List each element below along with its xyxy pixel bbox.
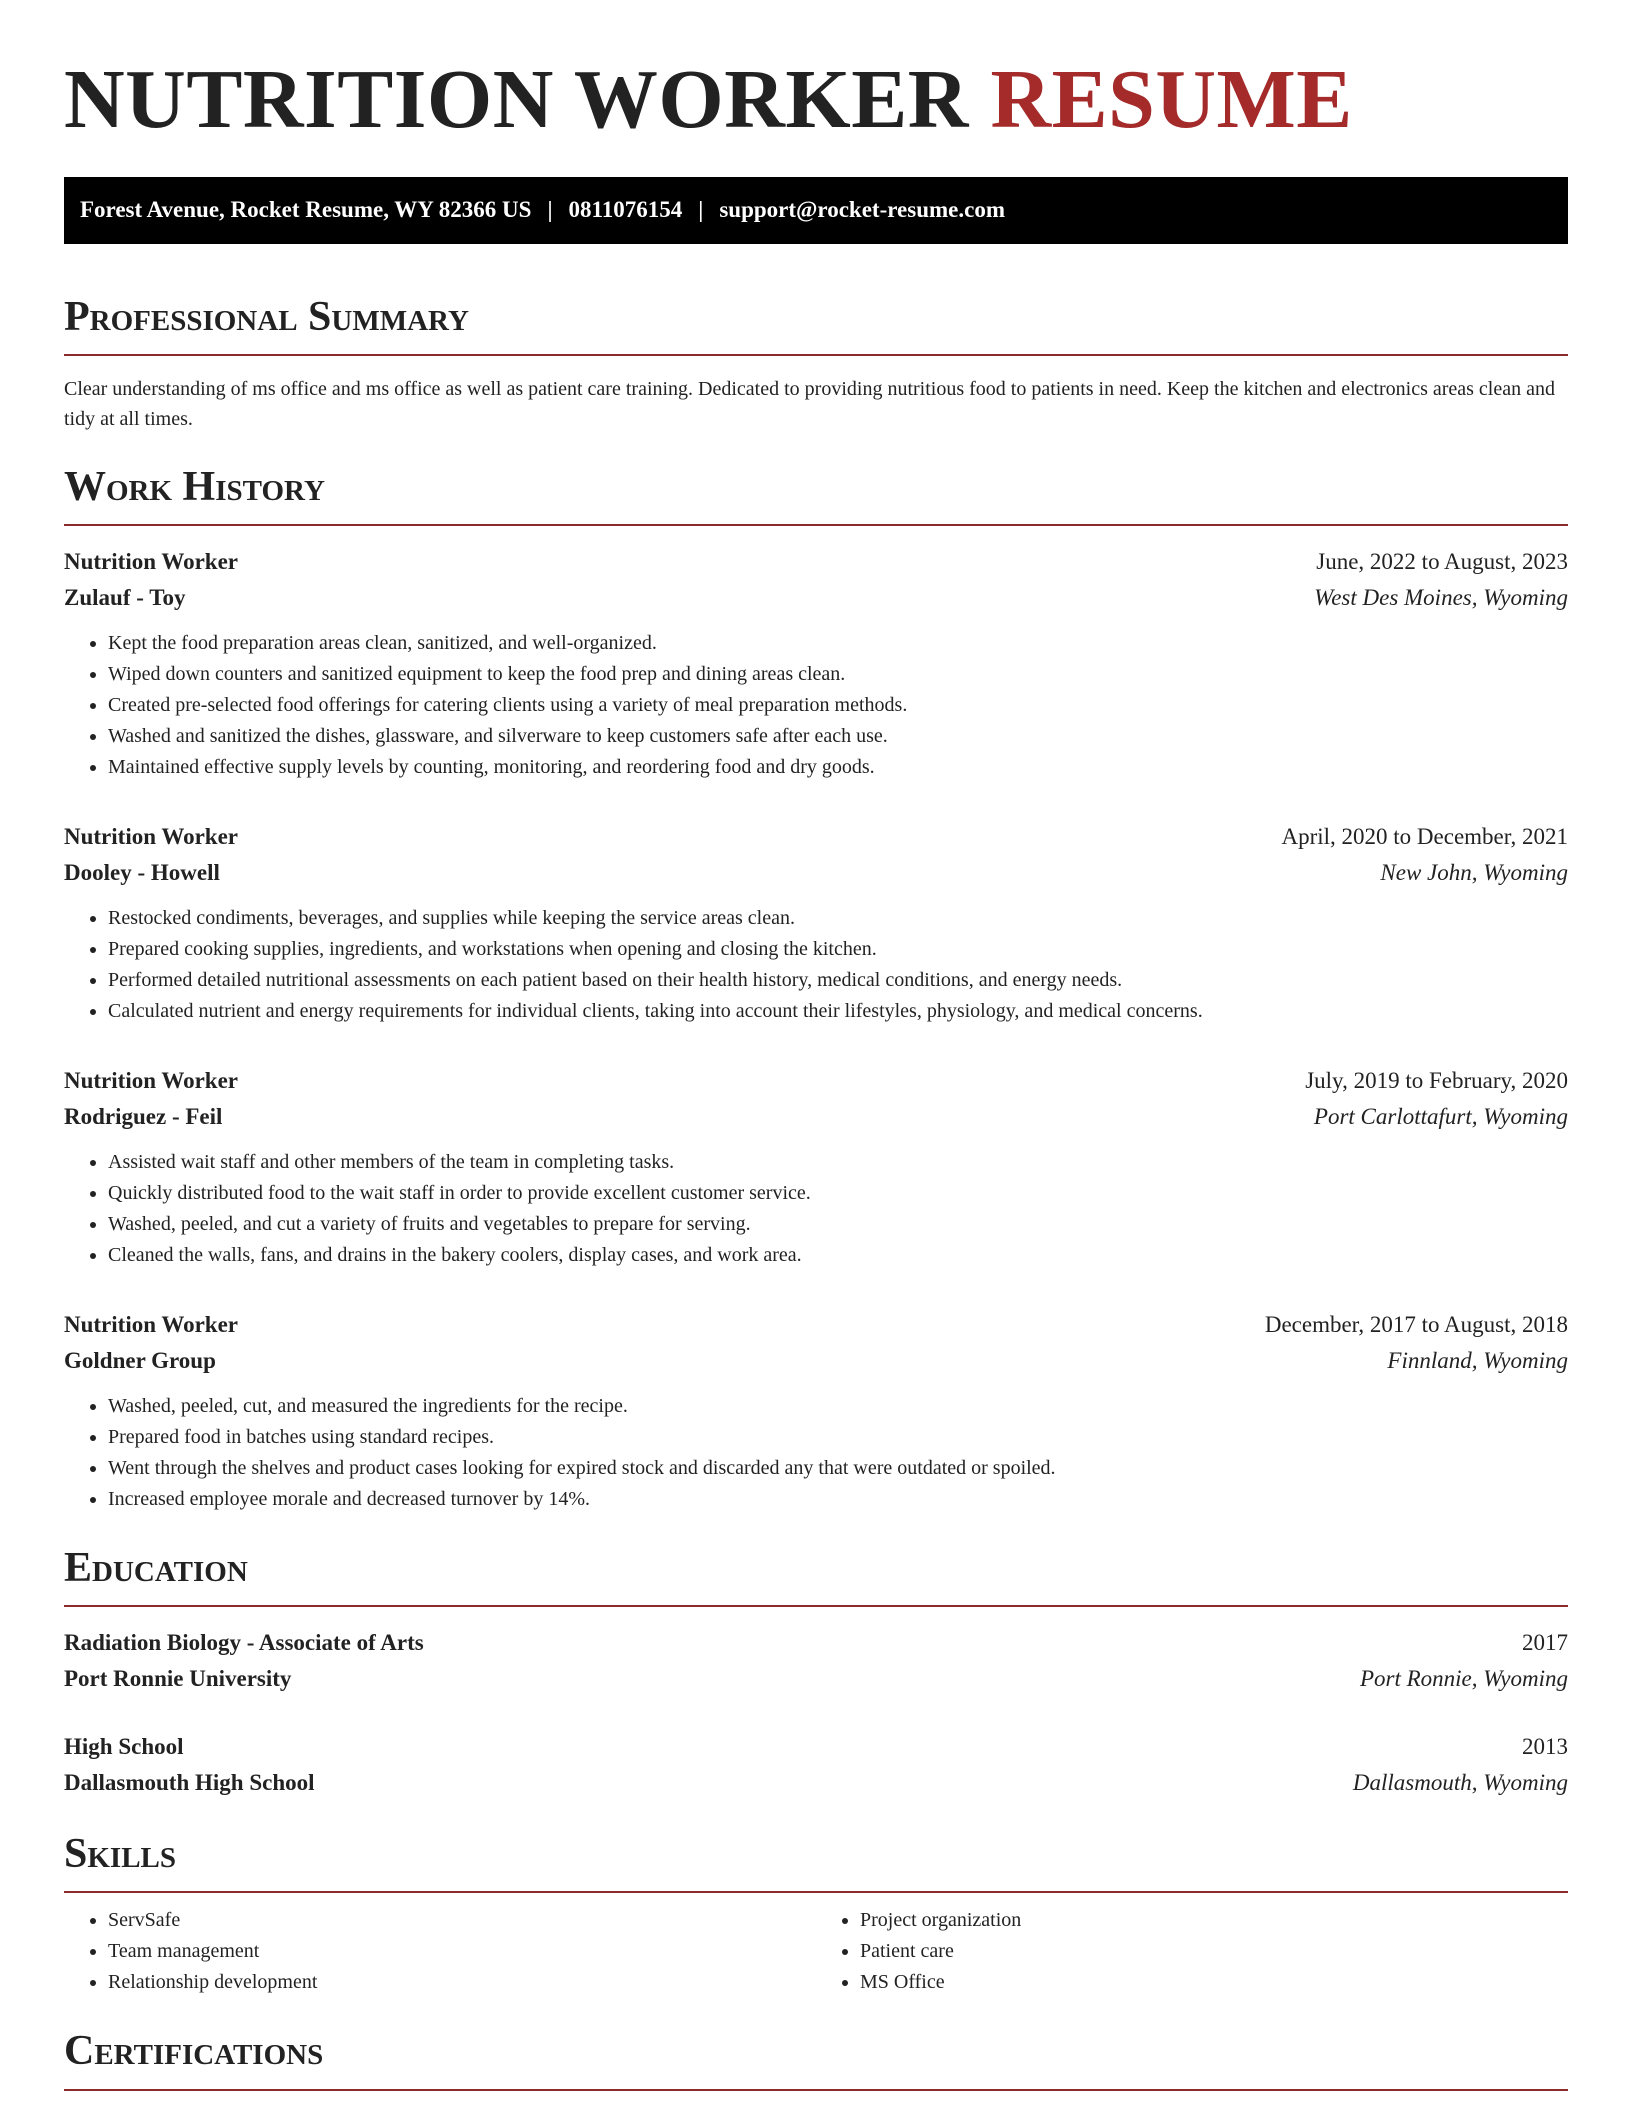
education-degree: High School [64,1734,184,1760]
job-title: Nutrition Worker [64,823,238,849]
duty-item: • Washed, peeled, and cut a variety of fruits and vegetables to prepare for serving. [108,1209,1568,1240]
job-title: Nutrition Worker [64,1311,238,1337]
certifications-section [64,2028,1568,2090]
job-entry [64,1063,1568,1271]
education-school: Dallasmouth High School [64,1770,315,1796]
job-dates: July, 2019 to February, 2020 [1305,1067,1568,1093]
section-divider [64,1605,1568,1607]
skill-item: • Patient care [860,1936,1568,1967]
professional-summary-section [64,294,1568,434]
job-duties [64,1391,1568,1515]
duty-item: • Kept the food preparation areas clean, sanitized, and well-organized. [108,628,1568,659]
education-entry [64,1729,1568,1801]
duty-item: • Washed and sanitized the dishes, glassware, and silverware to keep customers safe after each use. [108,721,1568,752]
contact-address: Forest Avenue, Rocket Resume, WY 82366 US [80,197,532,223]
section-heading: Education [64,1544,248,1591]
duty-item: • Performed detailed nutritional assessments on each patient based on their health history, medical conditions, and energy needs. [108,965,1568,996]
job-entry [64,544,1568,783]
duty-item: • Maintained effective supply levels by counting, monitoring, and reordering food and dry goods. [108,752,1568,783]
job-duties [64,1147,1568,1271]
duty-item: • Went through the shelves and product cases looking for expired stock and discarded any that were outdated or spoiled. [108,1453,1568,1484]
job-title: Nutrition Worker [64,548,238,574]
job-entry [64,819,1568,1027]
job-dates: June, 2022 to August, 2023 [1316,548,1568,574]
contact-bar [64,177,1568,244]
job-company: Dooley - Howell [64,859,220,885]
education-year: 2013 [1522,1734,1568,1760]
skill-item: • ServSafe [108,1905,816,1936]
job-company: Zulauf - Toy [64,584,186,610]
job-location: Port Carlottafurt, Wyoming [1313,1103,1568,1129]
skills-column-right [816,1905,1568,1998]
education-degree: Radiation Biology - Associate of Arts [64,1630,424,1656]
duty-item: • Quickly distributed food to the wait staff in order to provide excellent customer service. [108,1178,1568,1209]
job-duties [64,903,1568,1027]
duty-item: • Wiped down counters and sanitized equipment to keep the food prep and dining areas clean. [108,659,1568,690]
section-heading: Skills [64,1831,177,1878]
section-heading: Certifications [64,2028,324,2075]
job-company: Rodriguez - Feil [64,1103,223,1129]
work-history-section [64,464,1568,1515]
duty-item: • Assisted wait staff and other members of the team in completing tasks. [108,1147,1568,1178]
job-title: Nutrition Worker [64,1067,238,1093]
skill-item: • Team management [108,1936,816,1967]
duty-item: • Created pre-selected food offerings for catering clients using a variety of meal preparation methods. [108,690,1568,721]
job-location: New John, Wyoming [1380,859,1568,885]
education-year: 2017 [1522,1630,1568,1656]
education-entry [64,1625,1568,1697]
contact-separator: | [698,197,704,223]
section-divider [64,524,1568,526]
skills-grid [64,1905,1568,1998]
contact-separator: | [547,197,553,223]
section-heading: Work History [64,463,325,510]
duty-item: • Restocked condiments, beverages, and supplies while keeping the service areas clean. [108,903,1568,934]
job-company: Goldner Group [64,1347,216,1373]
skill-item: • Project organization [860,1905,1568,1936]
section-divider [64,354,1568,356]
duty-item: • Prepared cooking supplies, ingredients, and workstations when opening and closing the kitchen. [108,934,1568,965]
contact-email: support@rocket-resume.com [719,197,1005,223]
resume-title [64,52,1568,149]
job-dates: December, 2017 to August, 2018 [1264,1311,1568,1337]
contact-phone: 0811076154 [568,197,683,223]
skill-item: • Relationship development [108,1967,816,1998]
duty-item: • Washed, peeled, cut, and measured the ingredients for the recipe. [108,1391,1568,1422]
summary-text: Clear understanding of ms office and ms office as well as patient care training. Dedicated to providing nutritious food to patients in need. Keep the kitchen and electronics areas clean and tidy at all times. [64,377,1555,430]
duty-item: • Cleaned the walls, fans, and drains in the bakery coolers, display cases, and work area. [108,1240,1568,1271]
education-section [64,1545,1568,1801]
section-heading: Professional Summary [64,293,469,340]
skills-section [64,1831,1568,1998]
education-location: Port Ronnie, Wyoming [1359,1666,1568,1692]
duty-item: • Calculated nutrient and energy requirements for individual clients, taking into account their lifestyles, physiology, and medical concerns. [108,996,1568,1027]
duty-item: • Increased employee morale and decreased turnover by 14%. [108,1484,1568,1515]
section-divider [64,1891,1568,1893]
title-main: NUTRITION WORKER [64,53,969,146]
job-dates: April, 2020 to December, 2021 [1281,823,1568,849]
education-school: Port Ronnie University [64,1666,292,1692]
education-location: Dallasmouth, Wyoming [1352,1770,1568,1796]
section-divider [64,2089,1568,2091]
job-location: Finnland, Wyoming [1387,1347,1568,1373]
skills-column-left [64,1905,816,1998]
title-accent: RESUME [990,53,1353,146]
job-duties [64,628,1568,783]
job-location: West Des Moines, Wyoming [1314,584,1568,610]
skill-item: • MS Office [860,1967,1568,1998]
job-entry [64,1307,1568,1515]
duty-item: • Prepared food in batches using standard recipes. [108,1422,1568,1453]
